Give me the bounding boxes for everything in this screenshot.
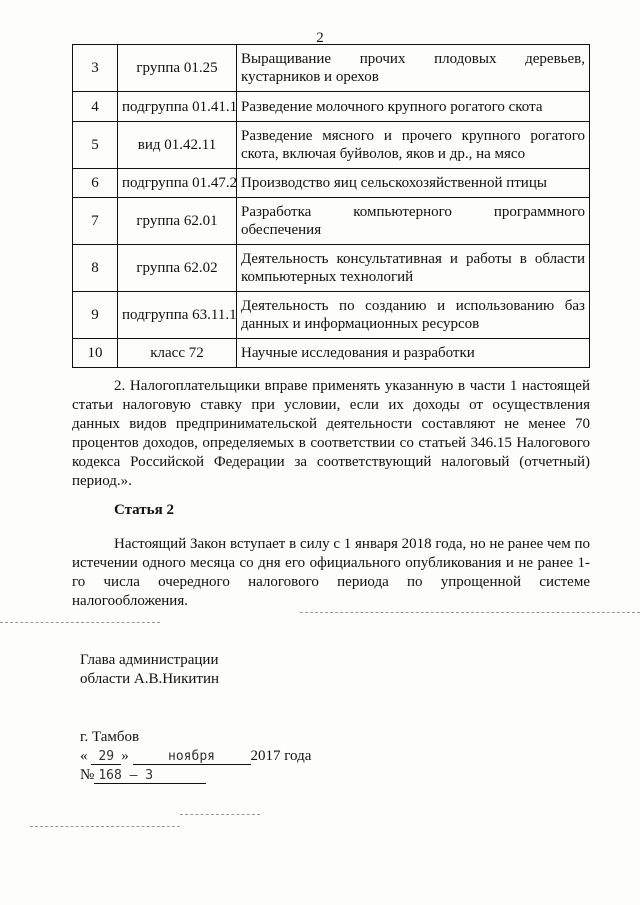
table-row xyxy=(73,169,590,198)
row-number: 8 xyxy=(73,245,118,292)
activity-table xyxy=(72,44,590,368)
activity-description: Выращивание прочих плодовых деревьев, кустарников и орехов xyxy=(237,45,590,92)
signature-title: Глава администрации xyxy=(80,652,219,668)
number-sign: № xyxy=(80,767,95,783)
okved-code: группа 62.01 xyxy=(118,198,237,245)
number-line xyxy=(80,766,311,785)
okved-code: вид 01.42.11 xyxy=(118,122,237,169)
place-date-block xyxy=(80,728,311,785)
activity-description: Разведение мясного и прочего крупного рогатого скота, включая буйволов, яков и др., на мясо xyxy=(237,122,590,169)
row-number: 7 xyxy=(73,198,118,245)
date-line xyxy=(80,747,311,766)
okved-code: подгруппа 01.41.1 xyxy=(118,92,237,122)
okved-code: группа 01.25 xyxy=(118,45,237,92)
okved-code: подгруппа 63.11.1 xyxy=(118,292,237,339)
activity-description: Деятельность по созданию и использованию баз данных и информационных ресурсов xyxy=(237,292,590,339)
scan-dash-line xyxy=(0,622,160,623)
quote-close: » xyxy=(121,748,129,764)
table-row xyxy=(73,245,590,292)
paragraph-part-2 xyxy=(72,377,590,491)
activity-description: Научные исследования и разработки xyxy=(237,339,590,368)
row-number: 6 xyxy=(73,169,118,198)
row-number: 5 xyxy=(73,122,118,169)
row-number: 4 xyxy=(73,92,118,122)
city: г. Тамбов xyxy=(80,729,140,745)
okved-code: группа 62.02 xyxy=(118,245,237,292)
activity-description: Деятельность консультативная и работы в области компьютерных технологий xyxy=(237,245,590,292)
quote-open: « xyxy=(80,748,88,764)
table-row xyxy=(73,198,590,245)
date-month: ноября xyxy=(133,750,251,765)
paragraph-part-2-text: 2. Налогоплательщики вправе применять указанную в части 1 настоящей статьи налоговую ставку при условии, если их доходы от осуществления данных видов предпринимательской деятельности составляют не менее 70 процентов доходов, определяемых в соответствии со статьей 346.15 Налогового кодекса Российской Федерации за соответствующий налоговый (отчетный) период.». xyxy=(72,378,590,489)
page-number: 2 xyxy=(316,30,324,46)
scan-dash-line xyxy=(300,612,640,613)
table-row xyxy=(73,92,590,122)
table-row xyxy=(73,292,590,339)
date-year: 2017 года xyxy=(250,748,312,764)
okved-code: класс 72 xyxy=(118,339,237,368)
okved-code: подгруппа 01.47.2 xyxy=(118,169,237,198)
activity-description: Разведение молочного крупного рогатого скота xyxy=(237,92,590,122)
paragraph-article-2-text: Настоящий Закон вступает в силу с 1 января 2018 года, но не ранее чем по истечении одного месяца со дня его официального опубликования и не ранее 1-го числа очередного налогового периода по упрощенной системе налогообложения. xyxy=(72,536,590,609)
article-2-heading: Статья 2 xyxy=(114,502,174,518)
signature-name: области А.В.Никитин xyxy=(80,671,220,687)
row-number: 10 xyxy=(73,339,118,368)
activity-table-body xyxy=(73,45,590,368)
paragraph-article-2 xyxy=(72,535,590,611)
table-row xyxy=(73,45,590,92)
scan-dash-line xyxy=(30,826,180,827)
date-day: 29 xyxy=(91,750,121,765)
activity-description: Производство яиц сельскохозяйственной птицы xyxy=(237,169,590,198)
activity-description: Разработка компьютерного программного обеспечения xyxy=(237,198,590,245)
table-row xyxy=(73,122,590,169)
table-row xyxy=(73,339,590,368)
document-number: 168 – 3 xyxy=(94,769,206,784)
signature-block xyxy=(80,651,219,689)
scan-dash-line xyxy=(180,814,260,815)
row-number: 3 xyxy=(73,45,118,92)
row-number: 9 xyxy=(73,292,118,339)
